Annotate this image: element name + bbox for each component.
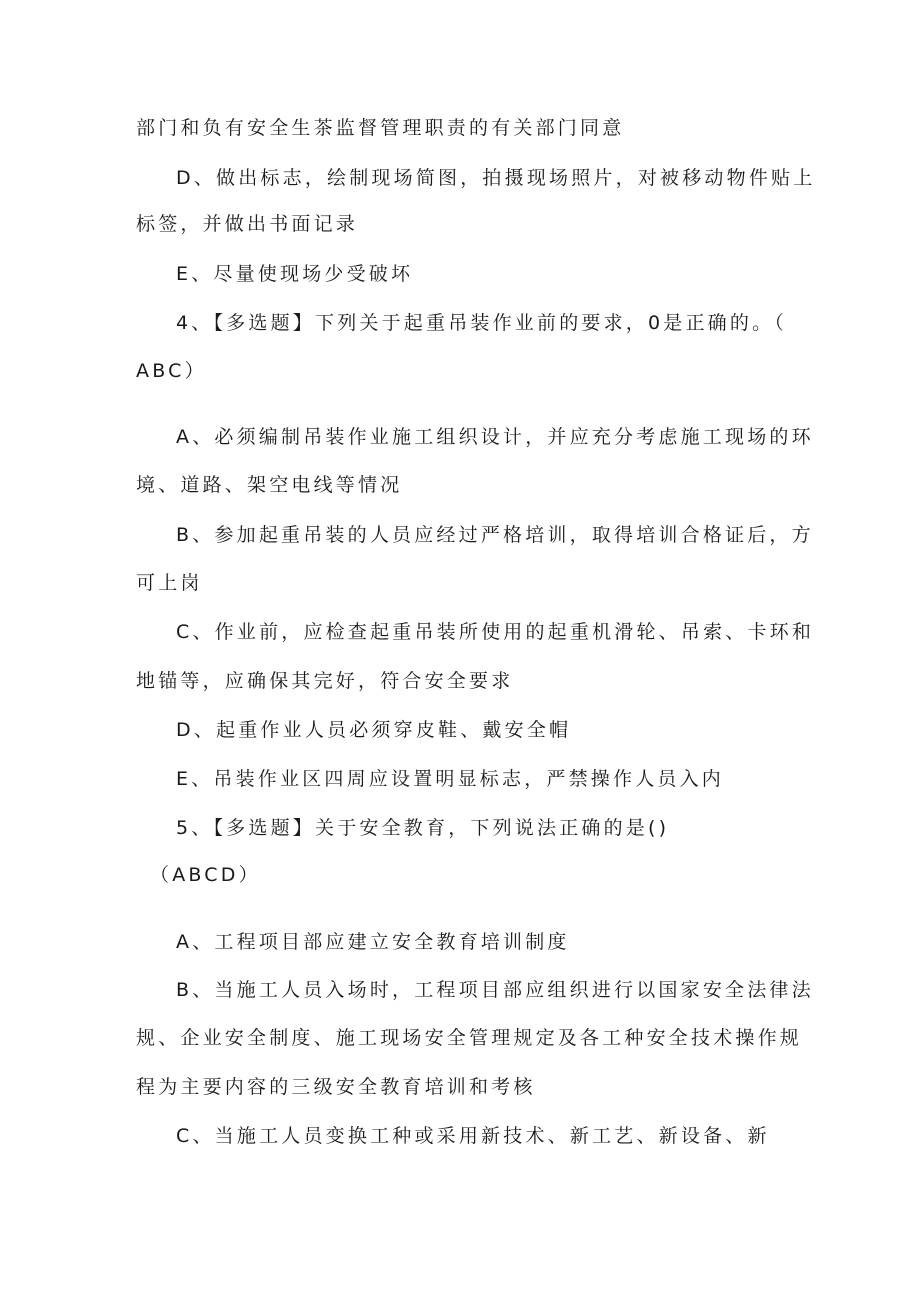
q4-option-b-line2: 可上岗 <box>136 572 203 594</box>
q4-option-d: D、起重作业人员必须穿皮鞋、戴安全帽 <box>176 719 572 741</box>
q5-option-c-line1: C、当施工人员变换工种或采用新技术、新工艺、新设备、新 <box>176 1125 770 1147</box>
q4-option-c-line1: C、作业前，应检查起重吊装所使用的起重机滑轮、吊索、卡环和 <box>176 621 815 643</box>
q4-option-c-line2: 地锚等，应确保其完好，符合安全要求 <box>136 670 514 692</box>
q5-option-b-line3: 程为主要内容的三级安全教育培训和考核 <box>136 1076 536 1098</box>
question-4-answer: ABC） <box>136 360 207 382</box>
question-5-answer: （ABCD） <box>150 864 261 886</box>
q5-option-a: A、工程项目部应建立安全教育培训制度 <box>176 931 570 953</box>
q4-option-e: E、吊装作业区四周应设置明显标志，严禁操作人员入内 <box>176 768 725 790</box>
q4-option-a-line2: 境、道路、架空电线等情况 <box>136 474 403 496</box>
q5-option-b-line2: 规、企业安全制度、施工现场安全管理规定及各工种安全技术操作规 <box>136 1027 803 1049</box>
q4-option-a-line1: A、必须编制吊装作业施工组织设计，并应充分考虑施工现场的环 <box>176 426 814 448</box>
question-5-line1: 5、【多选题】关于安全教育，下列说法正确的是() <box>176 817 670 839</box>
option-d-line2: 标签，并做出书面记录 <box>136 213 359 235</box>
text-line-continuation: 部门和负有安全生茶监督管理职责的有关部门同意 <box>136 117 625 139</box>
question-4-line1: 4、【多选题】下列关于起重吊装作业前的要求，0是正确的。（ <box>176 312 787 334</box>
q4-option-b-line1: B、参加起重吊装的人员应经过严格培训，取得培训合格证后，方 <box>176 524 814 546</box>
option-e: E、尽量使现场少受破坏 <box>176 263 414 285</box>
option-d-line1: D、做出标志，绘制现场简图，拍摄现场照片，对被移动物件贴上 <box>176 167 816 189</box>
q5-option-b-line1: B、当施工人员入场时，工程项目部应组织进行以国家安全法律法 <box>176 979 814 1001</box>
